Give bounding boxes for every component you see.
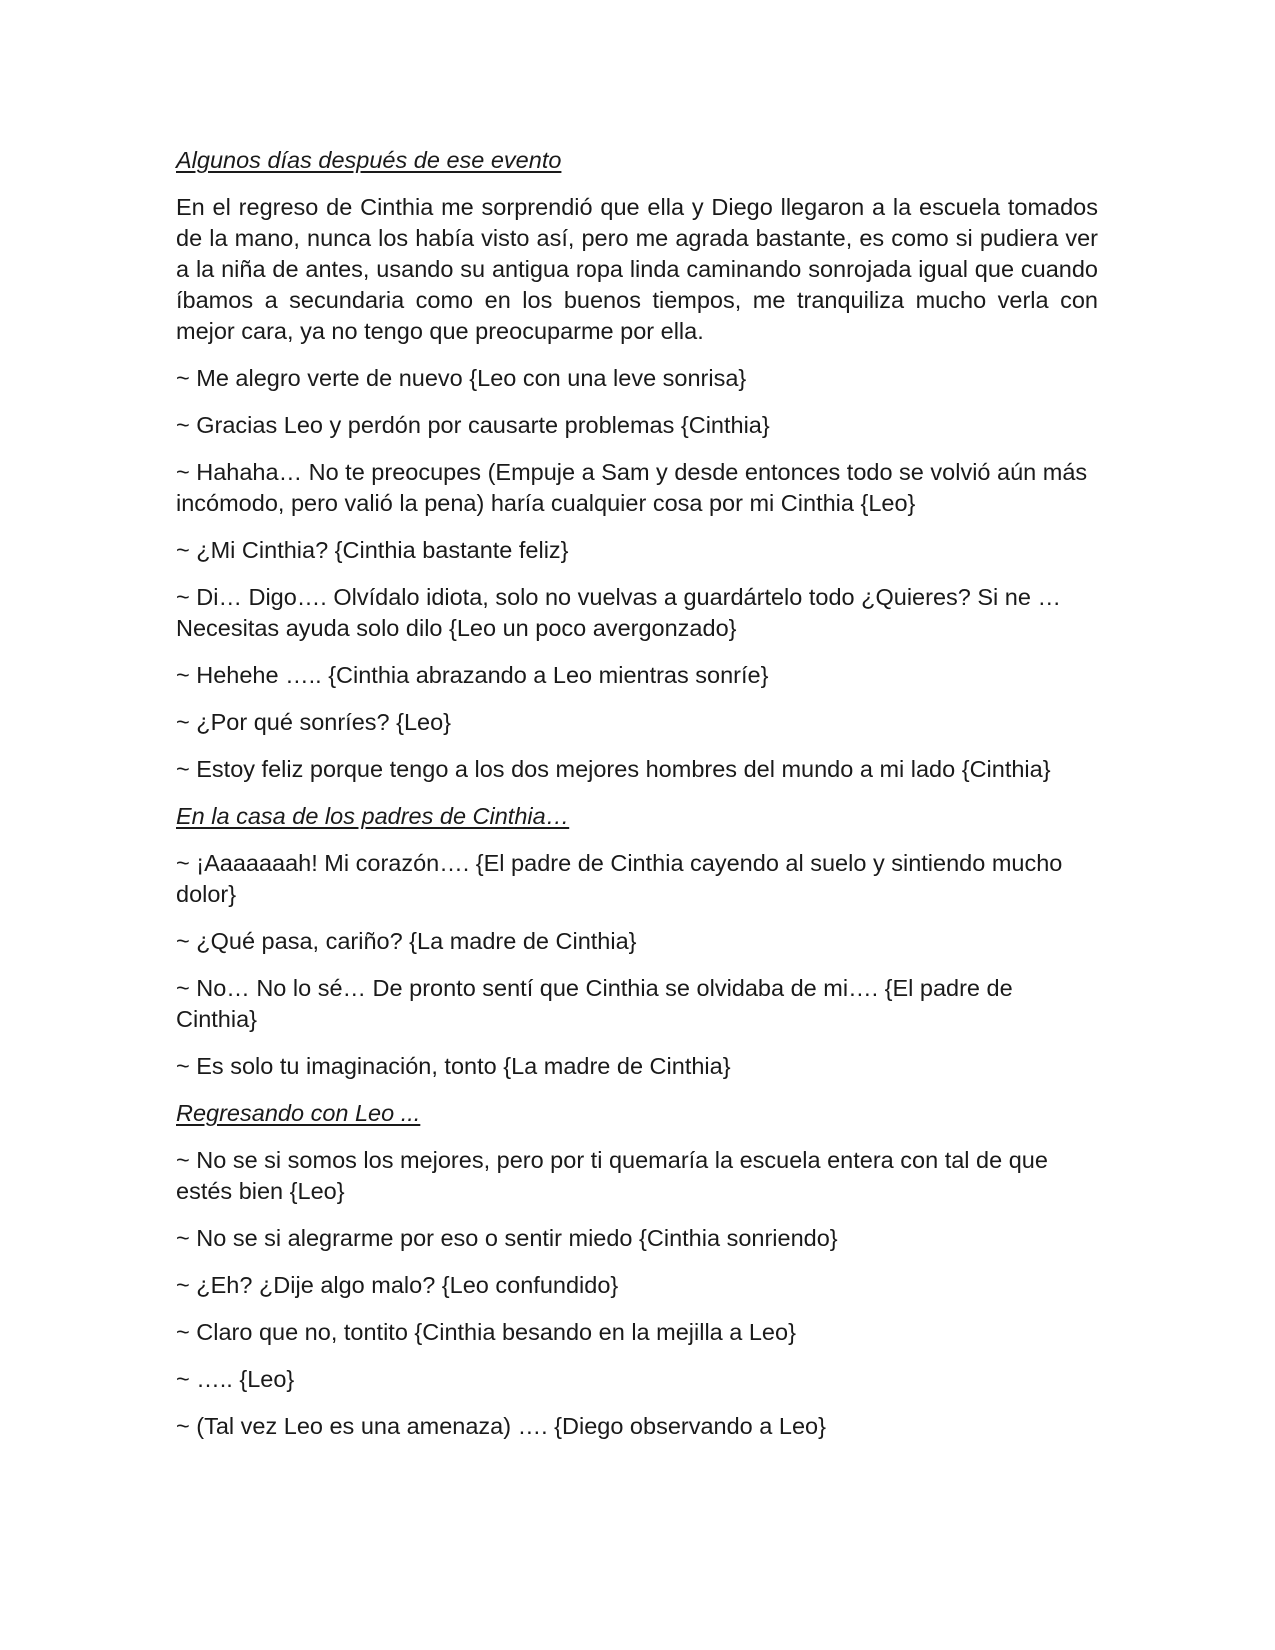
dialogue-line: ~ Es solo tu imaginación, tonto {La madre de Cinthia}	[176, 1053, 731, 1079]
section-heading: Algunos días después de ese evento	[176, 147, 562, 173]
dialogue-line: ~ Me alegro verte de nuevo {Leo con una leve sonrisa}	[176, 365, 747, 391]
dialogue-line: ~ Di… Digo…. Olvídalo idiota, solo no vuelvas a guardártelo todo ¿Quieres? Si ne … Necesitas ayuda solo dilo {Leo un poco avergonzado}	[176, 584, 1061, 641]
narrative-paragraph: En el regreso de Cinthia me sorprendió que ella y Diego llegaron a la escuela tomados de la mano, nunca los había visto así, pero me agrada bastante, es como si pudiera ver a la niña de antes, usando su antigua ropa linda caminando sonrojada igual que cuando íbamos a secundaria como en los buenos tiempos, me tranquiliza mucho verla con mejor cara, ya no tengo que preocuparme por ella.	[176, 194, 1098, 344]
document-body	[176, 145, 1098, 1458]
dialogue-line: ~ ¿Qué pasa, cariño? {La madre de Cinthia}	[176, 928, 637, 954]
dialogue-line: ~ (Tal vez Leo es una amenaza) …. {Diego observando a Leo}	[176, 1413, 826, 1439]
dialogue-line: ~ No… No lo sé… De pronto sentí que Cinthia se olvidaba de mi…. {El padre de Cinthia}	[176, 975, 1013, 1032]
dialogue-line: ~ ….. {Leo}	[176, 1366, 295, 1392]
dialogue-line: ~ Claro que no, tontito {Cinthia besando en la mejilla a Leo}	[176, 1319, 796, 1345]
section-heading: En la casa de los padres de Cinthia…	[176, 803, 570, 829]
dialogue-line: ~ No se si alegrarme por eso o sentir miedo {Cinthia sonriendo}	[176, 1225, 838, 1251]
dialogue-line: ~ Estoy feliz porque tengo a los dos mejores hombres del mundo a mi lado {Cinthia}	[176, 756, 1051, 782]
dialogue-line: ~ ¿Eh? ¿Dije algo malo? {Leo confundido}	[176, 1272, 619, 1298]
dialogue-line: ~ Gracias Leo y perdón por causarte problemas {Cinthia}	[176, 412, 770, 438]
section-heading: Regresando con Leo ...	[176, 1100, 421, 1126]
dialogue-line: ~ Hehehe ….. {Cinthia abrazando a Leo mientras sonríe}	[176, 662, 769, 688]
dialogue-line: ~ ¡Aaaaaaah! Mi corazón…. {El padre de Cinthia cayendo al suelo y sintiendo mucho dolor}	[176, 850, 1063, 907]
dialogue-line: ~ No se si somos los mejores, pero por ti quemaría la escuela entera con tal de que estés bien {Leo}	[176, 1147, 1048, 1204]
dialogue-line: ~ ¿Mi Cinthia? {Cinthia bastante feliz}	[176, 537, 569, 563]
dialogue-line: ~ Hahaha… No te preocupes (Empuje a Sam y desde entonces todo se volvió aún más incómodo, pero valió la pena) haría cualquier cosa por mi Cinthia {Leo}	[176, 459, 1088, 516]
dialogue-line: ~ ¿Por qué sonríes? {Leo}	[176, 709, 452, 735]
